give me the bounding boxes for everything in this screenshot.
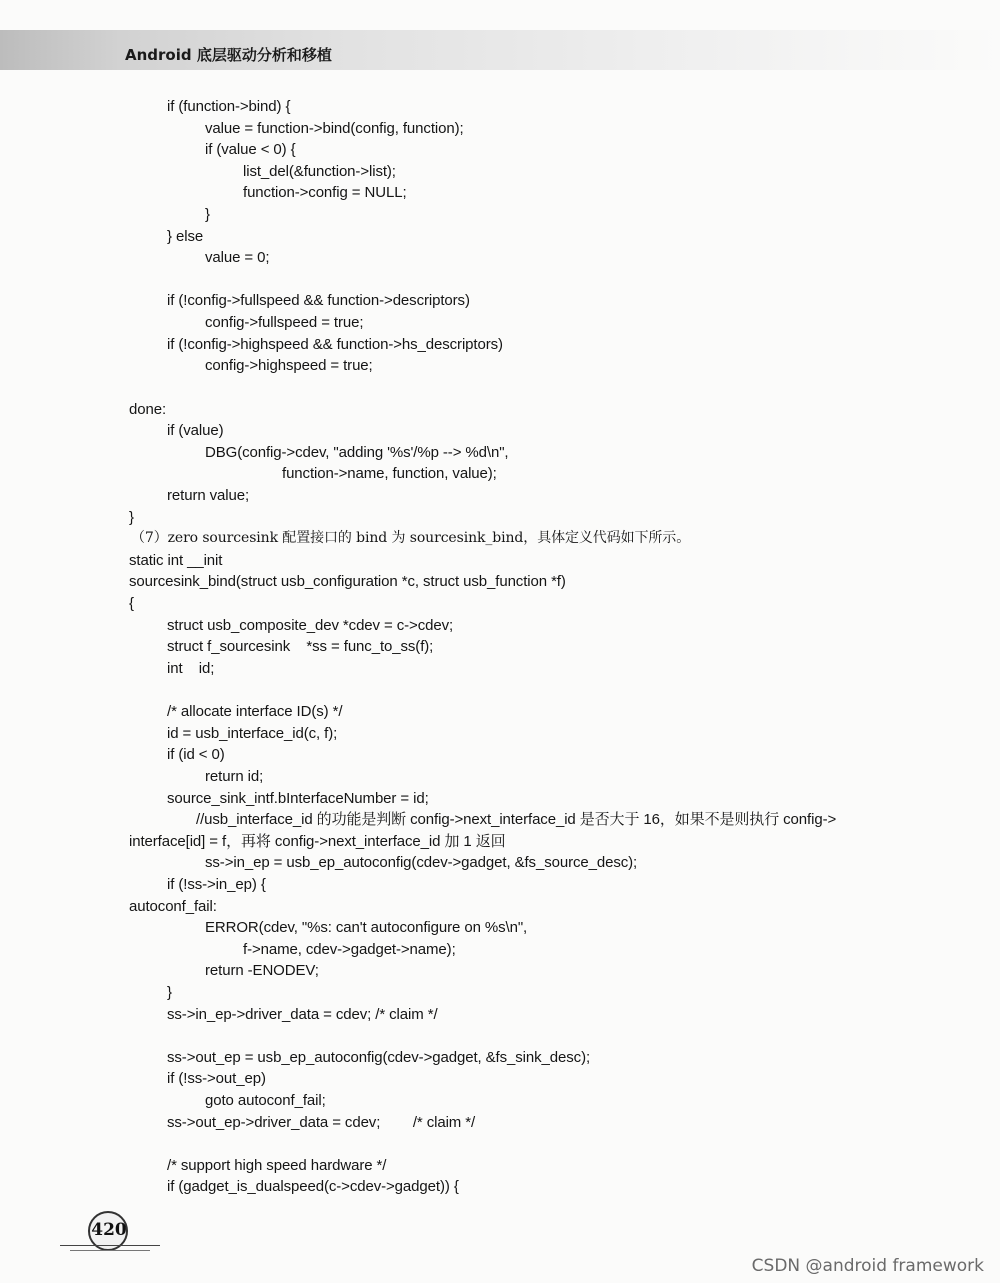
csdn-watermark: CSDN @android framework — [751, 1256, 984, 1276]
code-line — [0, 679, 1000, 701]
code-line: value = function->bind(config, function); — [205, 119, 464, 137]
code-line: f->name, cdev->gadget->name); — [243, 940, 456, 958]
code-line: { — [129, 595, 134, 613]
code-line: if (function->bind) { — [167, 98, 291, 115]
code-line: /* support high speed hardware */ — [167, 1156, 387, 1174]
code-line: if (gadget_is_dualspeed(c->cdev->gadget)) { — [167, 1178, 459, 1196]
code-line: return -ENODEV; — [205, 962, 319, 980]
code-line: ss->out_ep->driver_data = cdev; /* claim */ — [167, 1113, 476, 1131]
code-line: if (id < 0) — [167, 746, 225, 764]
code-line: /* allocate interface ID(s) */ — [167, 703, 343, 721]
code-line: interface[id] = f，再将 config->next_interface_id 加 1 返回 — [129, 832, 506, 850]
code-line — [0, 377, 1000, 399]
code-line: int id; — [167, 659, 215, 677]
paragraph-line: （7）zero sourcesink 配置接口的 bind 为 sourcesink_bind，具体定义代码如下所示。 — [131, 530, 691, 547]
footer-rule-secondary — [70, 1250, 150, 1251]
code-line: value = 0; — [205, 249, 270, 267]
code-line — [0, 269, 1000, 291]
code-line: } else — [167, 227, 204, 245]
code-line: if (!ss->in_ep) { — [167, 875, 266, 893]
code-line: static int __init — [129, 551, 223, 569]
code-listing — [0, 96, 1000, 1198]
code-line: } — [205, 206, 210, 224]
code-line: } — [129, 508, 134, 526]
code-line: if (!config->highspeed && function->hs_descriptors) — [167, 335, 503, 353]
code-line: } — [167, 983, 172, 1001]
code-line: ss->out_ep = usb_ep_autoconfig(cdev->gadget, &fs_sink_desc); — [167, 1048, 591, 1066]
code-line: struct f_sourcesink *ss = func_to_ss(f); — [167, 638, 434, 656]
code-line: id = usb_interface_id(c, f); — [167, 724, 338, 742]
code-line — [0, 1133, 1000, 1155]
code-line: ss->in_ep->driver_data = cdev; /* claim */ — [167, 1005, 438, 1023]
book-title: Android 底层驱动分析和移植 — [125, 46, 332, 64]
code-line: return id; — [205, 767, 264, 785]
code-line: source_sink_intf.bInterfaceNumber = id; — [167, 789, 429, 807]
code-line: goto autoconf_fail; — [205, 1092, 326, 1110]
code-line: DBG(config->cdev, "adding '%s'/%p --> %d\n", — [205, 443, 509, 461]
code-line: if (value) — [167, 422, 224, 440]
code-line: list_del(&function->list); — [243, 162, 396, 180]
code-line: ss->in_ep = usb_ep_autoconfig(cdev->gadget, &fs_source_desc); — [205, 854, 638, 872]
code-line: function->config = NULL; — [243, 184, 407, 202]
code-line: return value; — [167, 486, 250, 504]
code-line: struct usb_composite_dev *cdev = c->cdev; — [167, 616, 454, 634]
page-number: 420 — [91, 1220, 127, 1240]
code-line: done: — [129, 400, 167, 418]
code-line — [0, 1025, 1000, 1047]
code-line: //usb_interface_id 的功能是判断 config->next_interface_id 是否大于 16，如果不是则执行 config-> — [196, 811, 837, 829]
code-line: if (!ss->out_ep) — [167, 1070, 266, 1088]
footer-rule — [60, 1245, 160, 1246]
code-line: function->name, function, value); — [282, 465, 497, 483]
code-line: autoconf_fail: — [129, 897, 217, 915]
code-line: config->highspeed = true; — [205, 357, 373, 375]
code-line: if (value < 0) { — [205, 141, 296, 159]
code-line: ERROR(cdev, "%s: can't autoconfigure on %s\n", — [205, 919, 528, 937]
code-line: sourcesink_bind(struct usb_configuration *c, struct usb_function *f) — [129, 573, 566, 591]
code-line: if (!config->fullspeed && function->descriptors) — [167, 292, 470, 310]
code-line: config->fullspeed = true; — [205, 314, 364, 332]
